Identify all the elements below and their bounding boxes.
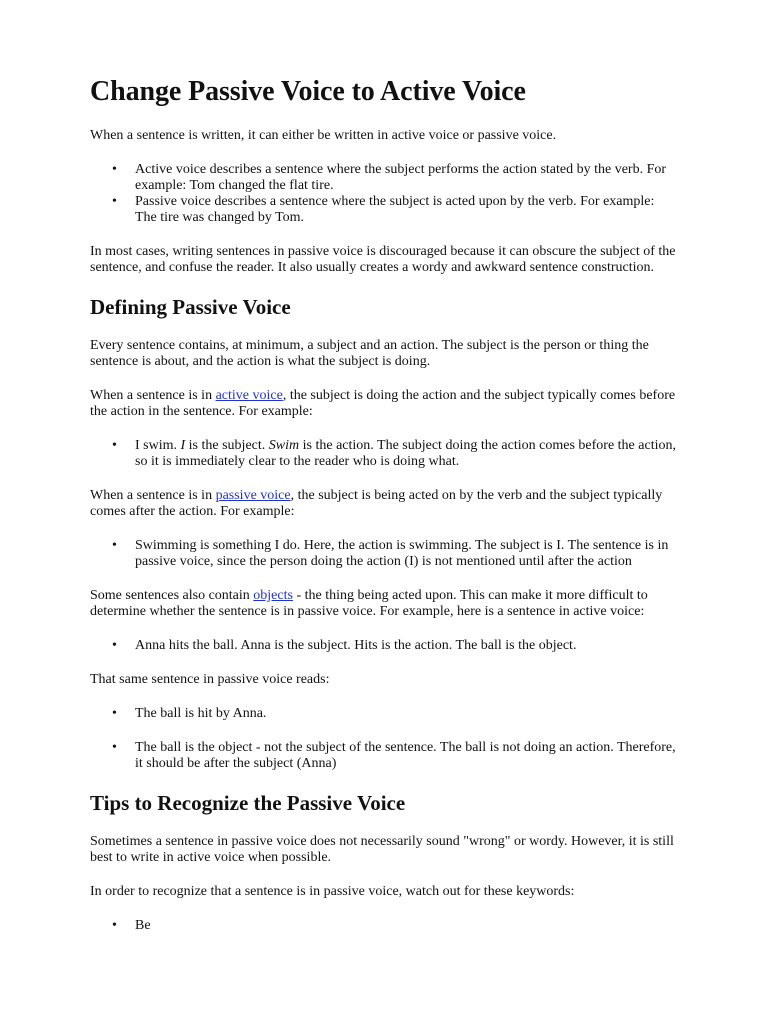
passive-voice-paragraph: When a sentence is in passive voice, the subject is being acted on by the verb and the subject typically comes after the action. For example:	[90, 488, 663, 519]
same-sentence-paragraph: That same sentence in passive voice reads:	[90, 672, 330, 687]
tips-paragraph-2: In order to recognize that a sentence is in passive voice, watch out for these keywords:	[90, 884, 575, 899]
intro-paragraph: When a sentence is written, it can either be written in active voice or passive voice.	[90, 128, 557, 143]
document-page	[90, 74, 676, 952]
active-example-list	[90, 438, 676, 470]
section-heading-tips: Tips to Recognize the Passive Voice	[90, 791, 406, 815]
bullet-icon: •	[112, 194, 117, 209]
list-item: • Anna hits the ball. Anna is the subject. Hits is the action. The ball is the object.	[112, 638, 577, 653]
passive-voice-link[interactable]: passive voice	[215, 488, 291, 503]
passive-example-list	[90, 538, 676, 570]
active-voice-link[interactable]: active voice	[215, 388, 283, 403]
bullet-icon: •	[112, 740, 117, 755]
defining-paragraph-1: Every sentence contains, at minimum, a subject and an action. The subject is the person or thing the sentence is about, and the action is what the subject is doing.	[90, 338, 649, 369]
list-item: • The ball is hit by Anna.	[112, 706, 267, 721]
intro-list	[90, 162, 676, 226]
section-heading-defining: Defining Passive Voice	[90, 295, 291, 319]
object-example-list	[90, 638, 676, 654]
passive-list	[90, 706, 676, 772]
most-cases-paragraph: In most cases, writing sentences in passive voice is discouraged because it can obscure the subject of the sentence, and confuse the reader. It also usually creates a wordy and awkward sentence construction.	[90, 244, 676, 275]
list-item: • Active voice describes a sentence where the subject performs the action stated by the verb. For example: Tom changed the flat tire.	[112, 162, 667, 193]
tips-paragraph-1: Sometimes a sentence in passive voice does not necessarily sound "wrong" or wordy. However, it is still best to write in active voice when possible.	[90, 834, 674, 865]
keywords-list	[90, 918, 676, 934]
list-item: • Be	[112, 918, 151, 933]
list-item: • Swimming is something I do. Here, the action is swimming. The subject is I. The sentence is in passive voice, since the person doing the action (I) is not mentioned until after the action	[112, 538, 669, 569]
list-item: • I swim. I is the subject. Swim is the action. The subject doing the action comes before the action, so it is immediately clear to the reader who is doing what.	[112, 438, 676, 469]
list-item: • Passive voice describes a sentence where the subject is acted upon by the verb. For example: The tire was changed by Tom.	[112, 194, 655, 225]
bullet-icon: •	[112, 162, 117, 177]
objects-paragraph: Some sentences also contain objects - the thing being acted upon. This can make it more difficult to determine whether the sentence is in passive voice. For example, here is a sentence in active voice:	[90, 588, 648, 619]
bullet-icon: •	[112, 638, 117, 653]
bullet-icon: •	[112, 438, 117, 453]
list-item: • The ball is the object - not the subject of the sentence. The ball is not doing an action. Therefore, it should be after the subject (Anna)	[112, 740, 676, 771]
page-title: Change Passive Voice to Active Voice	[90, 76, 526, 107]
bullet-icon: •	[112, 538, 117, 553]
objects-link[interactable]: objects	[253, 588, 293, 603]
bullet-icon: •	[112, 706, 117, 721]
bullet-icon: •	[112, 918, 117, 933]
active-voice-paragraph: When a sentence is in active voice, the subject is doing the action and the subject typically comes before the action in the sentence. For example:	[90, 388, 676, 419]
